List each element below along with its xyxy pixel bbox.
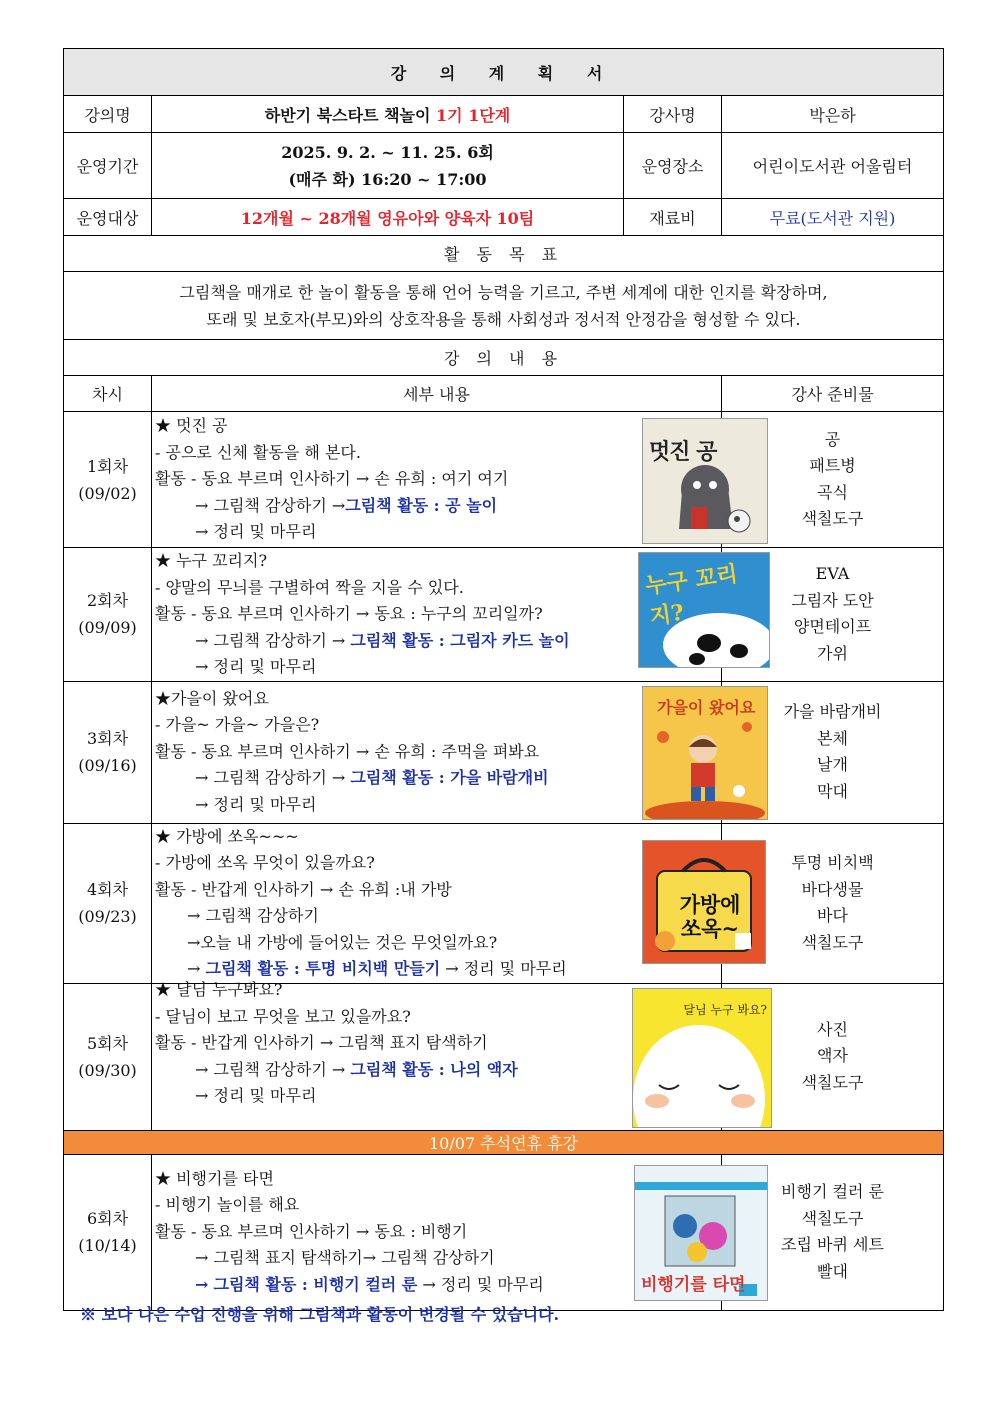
session-number: 5회차 (09/30) <box>64 983 152 1130</box>
activity-highlight: 그림책 활동 : 공 놀이 <box>345 495 498 515</box>
activity-highlight: 그림책 활동 : 비행기 컬러 룬 <box>213 1274 418 1294</box>
session-row <box>64 412 944 548</box>
session-number: 1회차 (09/02) <box>64 412 152 548</box>
target-value: 12개월 ~ 28개월 영유아와 양육자 10팀 <box>152 199 624 236</box>
session-row <box>64 983 944 1130</box>
activity-highlight: 그림책 활동 : 가을 바람개비 <box>350 768 549 788</box>
fee-value: 무료(도서관 지원) <box>722 199 944 236</box>
col-prep: 강사 준비물 <box>722 376 944 412</box>
place-label: 운영장소 <box>624 133 722 199</box>
session-detail: ★ 달님 누구봐요? - 달님이 보고 무엇을 보고 있을까요? 활동 - 반갑게 인사하기 → 그림책 표지 탐색하기 → 그림책 감상하기 → 그림책 활동 : 나의 액자 → 정리 및 마무리 달님 누구 봐요? <box>152 983 722 1130</box>
session-number: 4회차 (09/23) <box>64 823 152 983</box>
session-detail: ★ 가방에 쏘옥~~~ - 가방에 쏘옥 무엇이 있을까요? 활동 - 반갑게 인사하기 → 손 유희 :내 가방 → 그림책 감상하기 →오늘 내 가방에 들어있는 것은 무엇일까요? → 그림책 활동 : 투명 비치백 만들기 → 정리 및 마무리 가방에 쏘옥~ <box>152 823 722 983</box>
session-detail: ★ 누구 꼬리지? - 양말의 무늬를 구별하여 짝을 지을 수 있다. 활동 - 동요 부르며 인사하기 → 동요 : 누구의 꼬리일까? → 그림책 감상하기 → 그림책 활동 : 그림자 카드 놀이 → 정리 및 마무리 누구 꼬리지? <box>152 548 722 682</box>
session-detail: ★ 멋진 공 - 공으로 신체 활동을 해 본다. 활동 - 동요 부르며 인사하기 → 손 유희 : 여기 여기 → 그림책 감상하기 →그림책 활동 : 공 놀이 → 정리 및 마무리 멋진 공 <box>152 412 722 548</box>
holiday-banner: 10/07 추석연휴 휴강 <box>64 1130 944 1154</box>
session-prep: EVA 그림자 도안 양면테이프 가위 <box>722 548 944 682</box>
session-prep: 가을 바람개비 본체 날개 막대 <box>722 681 944 823</box>
course-name: 하반기 북스타트 책놀이 1기 1단계 <box>152 96 624 133</box>
activity-highlight: 그림책 활동 : 나의 액자 <box>350 1059 518 1079</box>
session-prep: 공 패트병 곡식 색칠도구 <box>722 412 944 548</box>
period-label: 운영기간 <box>64 133 152 199</box>
instructor-name: 박은하 <box>722 96 944 133</box>
session-detail: ★ 비행기를 타면 - 비행기 놀이를 해요 활동 - 동요 부르며 인사하기 → 동요 : 비행기 → 그림책 표지 탐색하기→ 그림책 감상하기 → 그림책 활동 : 비행기 컬러 룬 → 정리 및 마무리 비행기를 타면 <box>152 1154 722 1310</box>
session-row <box>64 1154 944 1310</box>
session-row <box>64 681 944 823</box>
goal-text: 그림책을 매개로 한 놀이 활동을 통해 언어 능력을 기르고, 주변 세계에 대한 인지를 확장하며, 또래 및 보호자(부모)와의 상호작용을 통해 사회성과 정서적 안정감을 형성할 수 있다. <box>64 272 944 340</box>
goal-heading: 활 동 목 표 <box>64 236 944 272</box>
session-row <box>64 548 944 682</box>
session-number: 3회차 (09/16) <box>64 681 152 823</box>
book-cover-image: 비행기를 타면 <box>634 1165 768 1301</box>
activity-highlight: 그림책 활동 : 그림자 카드 놀이 <box>350 630 570 650</box>
period-value: 2025. 9. 2. ~ 11. 25. 6회 (매주 화) 16:20 ~ 17:00 <box>152 133 624 199</box>
book-cover-image: 가을이 왔어요 <box>642 686 768 820</box>
book-cover-image: 달님 누구 봐요? <box>632 988 772 1128</box>
book-cover-image: 멋진 공 <box>642 418 768 544</box>
col-session: 차시 <box>64 376 152 412</box>
target-label: 운영대상 <box>64 199 152 236</box>
session-row <box>64 823 944 983</box>
footnote: ※ 보다 나은 수업 진행을 위해 그림책과 활동이 변경될 수 있습니다. <box>80 1305 560 1324</box>
session-detail: ★가을이 왔어요 - 가을~ 가을~ 가을은? 활동 - 동요 부르며 인사하기 → 손 유희 : 주먹을 펴봐요 → 그림책 감상하기 → 그림책 활동 : 가을 바람개비 → 정리 및 마무리 가을이 왔어요 <box>152 681 722 823</box>
session-number: 2회차 (09/09) <box>64 548 152 682</box>
session-prep: 투명 비치백 바다생물 바다 색칠도구 <box>722 823 944 983</box>
activity-highlight: 그림책 활동 : 투명 비치백 만들기 <box>205 959 441 978</box>
course-label: 강의명 <box>64 96 152 133</box>
place-value: 어린이도서관 어울림터 <box>722 133 944 199</box>
session-number: 6회차 (10/14) <box>64 1154 152 1310</box>
book-cover-image: 누구 꼬리지? <box>638 552 770 668</box>
session-prep: 사진 액자 색칠도구 <box>722 983 944 1130</box>
page-title: 강 의 계 획 서 <box>64 49 944 96</box>
col-detail: 세부 내용 <box>152 376 722 412</box>
fee-label: 재료비 <box>624 199 722 236</box>
book-cover-image: 가방에 쏘옥~ <box>642 840 766 964</box>
session-prep: 비행기 컬러 룬 색칠도구 조립 바퀴 세트 빨대 <box>722 1154 944 1310</box>
course-level: 1기 1단계 <box>436 105 511 125</box>
lecture-plan-table <box>63 48 944 1311</box>
content-heading: 강 의 내 용 <box>64 340 944 376</box>
instructor-label: 강사명 <box>624 96 722 133</box>
